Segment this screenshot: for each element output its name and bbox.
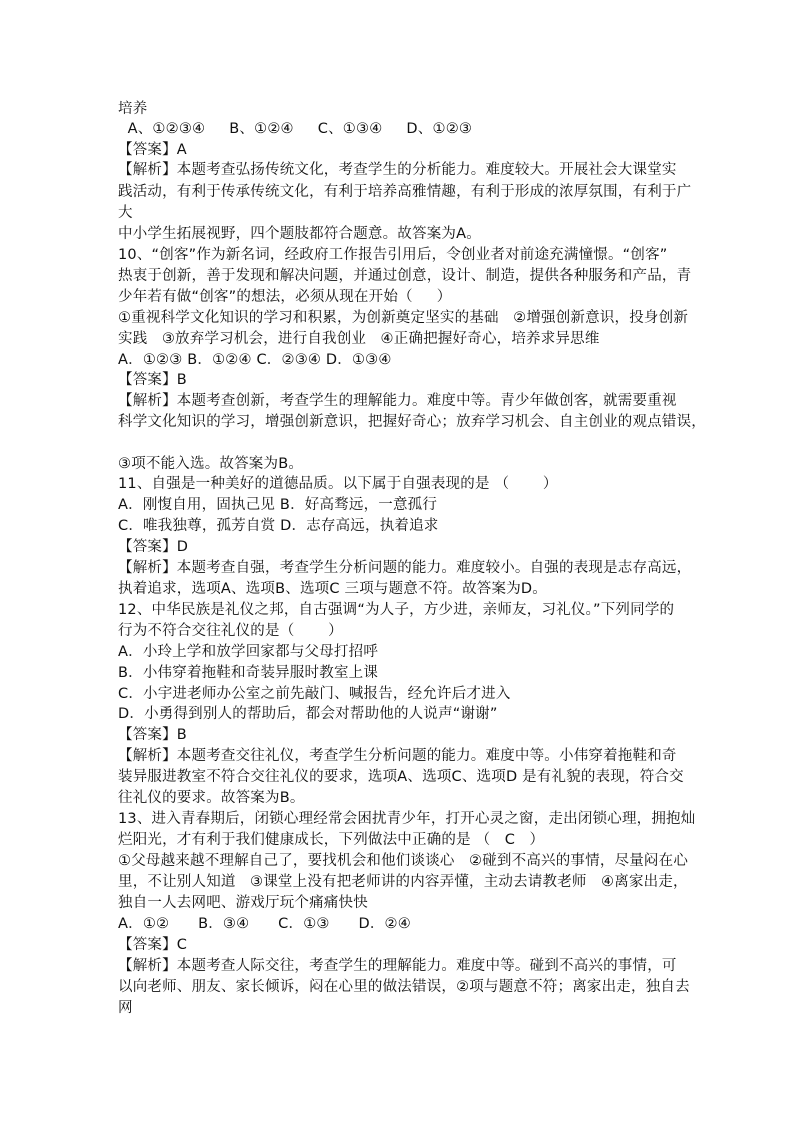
text-line: ①重视科学文化知识的学习和积累，为创新奠定坚实的基础 ②增强创新意识，投身创新: [118, 310, 689, 326]
answer-line: 【答案】B: [118, 727, 187, 743]
answer-line: 【答案】A: [118, 142, 187, 158]
option-b: B．小伟穿着拖鞋和奇装异服时教室上课: [118, 665, 379, 681]
text-line: 执着追求，选项A、选项B、选项C 三项与题意不符。故答案为D。: [118, 581, 547, 597]
options-line: A．刚愎自用，固执己见 B．好高骛远，一意孤行: [118, 497, 438, 513]
answer-line: 【答案】C: [118, 937, 188, 953]
text-line: 中小学生拓展视野，四个题肢都符合题意。故答案为A。: [118, 226, 481, 242]
options-line: A．①②③ B．①②④ C．②③④ D．①③④: [118, 352, 392, 368]
text-line: ③项不能入选。故答案为B。: [118, 456, 304, 472]
text-line: 往礼仪的要求。故答案为B。: [118, 790, 305, 806]
text-line: 大: [118, 205, 133, 221]
text-line: 科学文化知识的学习，增强创新意识，把握好奇心；放弃学习机会、自主创业的观点错误，: [118, 414, 706, 430]
option-a: A．小玲上学和放学回家都与父母打招呼: [118, 644, 379, 660]
text-line: 里，不让别人知道 ③课堂上没有把老师讲的内容弄懂，主动去请教老师 ④离家出走，: [118, 874, 688, 890]
analysis-line: 【解析】本题考查交往礼仪，考查学生分析问题的能力。难度中等。小伟穿着拖鞋和奇: [118, 748, 677, 764]
answer-line: 【答案】B: [118, 372, 187, 388]
options-line: C．唯我独尊，孤芳自赏 D．志存高远，执着追求: [118, 518, 439, 534]
analysis-line: 【解析】本题考查创新，考查学生的理解能力。难度中等。青少年做创客，就需要重视: [118, 393, 677, 409]
question-line: 10、“创客”作为新名词，经政府工作报告引用后，令创业者对前途充满憧憬。“创客”: [118, 247, 668, 263]
text-line: 少年若有做“创客”的想法，必须从现在开始（ ）: [118, 289, 452, 305]
text-line: 热衷于创新，善于发现和解决问题，并通过创意，设计、制造，提供各种服务和产品，青: [118, 268, 692, 284]
text-line: 烂阳光，才有利于我们健康成长，下列做法中正确的是 （ C ）: [118, 832, 545, 848]
text-line: 行为不符合交往礼仪的是（ ）: [118, 623, 343, 639]
text-line: 实践 ③放弃学习机会，进行自我创业 ④正确把握好奇心，培养求异思维: [118, 331, 600, 347]
question-line: 11、自强是一种美好的道德品质。以下属于自强表现的是 （ ）: [118, 476, 558, 492]
question-line: 12、中华民族是礼仪之邦，自古强调“为人子，方少进，亲师友，习礼仪。”下列同学的: [118, 602, 675, 618]
analysis-line: 【解析】本题考查弘扬传统文化，考查学生的分析能力。难度较大。开展社会大课堂实: [118, 162, 677, 178]
text-line: 网: [118, 1000, 133, 1016]
options-line: A、①②③④ B、①②④ C、①③④ D、①②③: [118, 121, 473, 137]
text-line: 独自一人去网吧、游戏厅玩个痛痛快快: [118, 895, 368, 911]
analysis-line: 【解析】本题考查自强，考查学生分析问题的能力。难度较小。自强的表现是志存高远，: [118, 560, 692, 576]
question-line: 13、进入青春期后，闭锁心理经常会困扰青少年，打开心灵之窗，走出闭锁心理，拥抱灿: [118, 811, 696, 827]
text-line: 践活动，有利于传承传统文化，有利于培养高雅情趣，有利于形成的浓厚氛围，有利于广: [118, 184, 692, 200]
options-line: A．①② B．③④ C．①③ D．②④: [118, 916, 411, 932]
option-c: C．小宇进老师办公室之前先敲门、喊报告，经允许后才进入: [118, 686, 511, 702]
option-d: D．小勇得到别人的帮助后，都会对帮助他的人说声“谢谢”: [118, 706, 498, 722]
analysis-line: 【解析】本题考查人际交往，考查学生的理解能力。难度中等。碰到不高兴的事情，可: [118, 958, 677, 974]
answer-line: 【答案】D: [118, 539, 189, 555]
text-line: 培养: [118, 101, 148, 117]
text-line: ①父母越来越不理解自己了，要找机会和他们谈谈心 ②碰到不高兴的事情，尽量闷在心: [118, 853, 689, 869]
text-line: 装异服进教室不符合交往礼仪的要求，选项A、选项C、选项D 是有礼貌的表现，符合交: [118, 769, 684, 785]
text-line: 以向老师、朋友、家长倾诉，闷在心里的做法错误，②项与题意不符；离家出走，独自去: [118, 979, 690, 995]
